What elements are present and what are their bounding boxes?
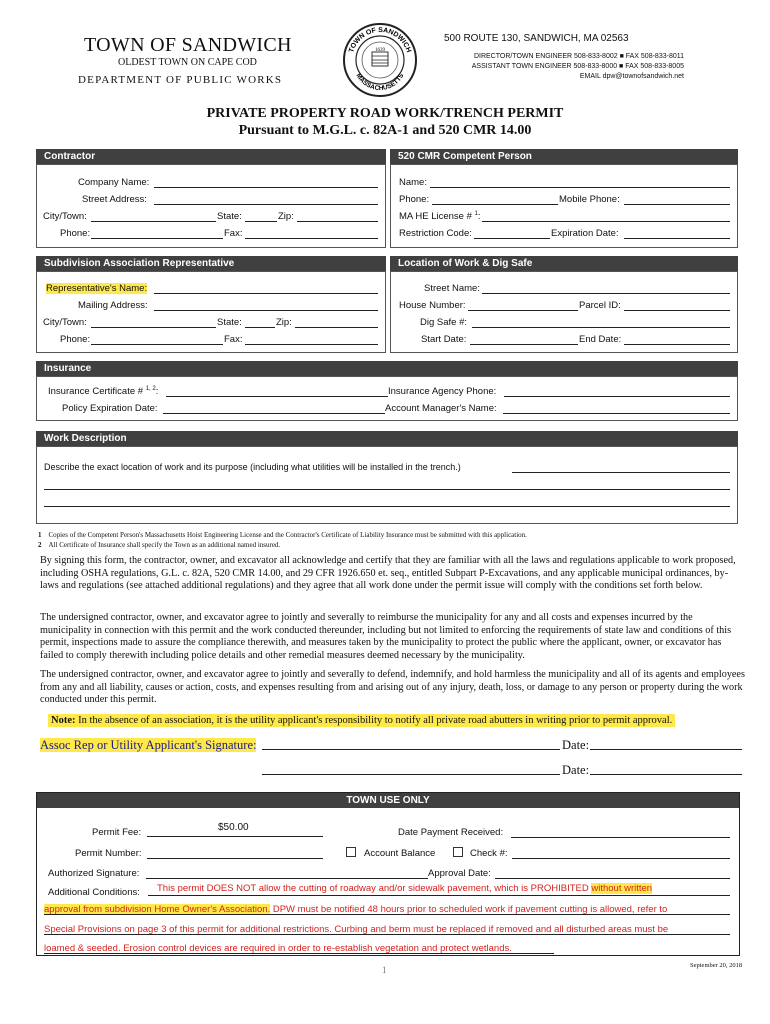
indemnify-paragraph: The undersigned contractor, owner, and excavator agree to jointly and severally to defend, indemnify, and hold harmless the municipality and all of its agents and employees from any and all liability, causes or action, costs, and expenses resulting from and arising out of any injury, death, loss, or damage to any person or property during the work conducted under this permit. [40, 669, 745, 706]
agency-phone-field[interactable] [504, 385, 730, 397]
seal-year: 1639 [375, 48, 385, 53]
city-town-label: City/Town: [43, 211, 87, 222]
sub-city-label: City/Town: [43, 317, 87, 328]
additional-conditions-label: Additional Conditions: [48, 887, 140, 898]
fax-label: Fax: [224, 228, 243, 239]
mailing-address-label: Mailing Address: [78, 300, 148, 311]
cp-license-label: MA HE License # $^1$: [399, 211, 481, 223]
revision-date: September 20, 2018 [690, 962, 743, 969]
conditions-underline-3 [44, 925, 730, 935]
cp-expiration-field[interactable] [624, 227, 730, 239]
location-heading: Location of Work & Dig Safe [390, 256, 738, 271]
sub-city-field[interactable] [91, 316, 216, 328]
end-date-field[interactable] [624, 333, 730, 345]
contact-email: EMAIL dpw@townofsandwich.net [579, 73, 684, 80]
signature-field[interactable] [262, 738, 560, 750]
contact-assistant: ASSISTANT TOWN ENGINEER 508-833-8000 ■ FAX 508-833-8005 [471, 63, 684, 70]
conditions-line-3: Special Provisions on page 3 of this permit for additional restrictions. Curbing and berm must be replaced if removed and all disturbed areas must be [44, 924, 669, 935]
competent-person-heading: 520 CMR Competent Person [390, 149, 738, 164]
signature-date-field-2[interactable] [590, 763, 742, 775]
contact-info [444, 52, 684, 82]
sub-fax-field[interactable] [245, 333, 378, 345]
permit-fee-value: $50.00 [218, 822, 249, 833]
authorized-signature-field[interactable] [146, 867, 428, 879]
contractor-heading: Contractor [36, 149, 386, 164]
start-date-label: Start Date: [421, 334, 467, 345]
town-name: TOWN OF SANDWICH [84, 34, 292, 56]
sub-zip-label: Zip: [276, 317, 292, 328]
city-town-field[interactable] [91, 210, 216, 222]
state-label: State: [217, 211, 242, 222]
parcel-id-label: Parcel ID: [579, 300, 621, 311]
town-seal-icon [342, 22, 418, 98]
department-name: DEPARTMENT OF PUBLIC WORKS [78, 74, 283, 86]
signature-date-label: Date: [562, 738, 590, 752]
approval-date-label: Approval Date: [428, 868, 491, 879]
town-use-heading: TOWN USE ONLY [37, 793, 739, 808]
phone-field[interactable] [91, 227, 223, 239]
agency-phone-label: Insurance Agency Phone: [388, 386, 497, 397]
insurance-box [36, 376, 738, 421]
office-address: 500 ROUTE 130, SANDWICH, MA 02563 [444, 33, 629, 44]
manager-name-label: Account Manager's Name: [385, 403, 497, 414]
dig-safe-field[interactable] [472, 316, 730, 328]
work-description-prompt: Describe the exact location of work and its purpose (including what utilities will be installed in the trench.) [44, 462, 461, 472]
state-field[interactable] [245, 210, 277, 222]
work-description-line-1[interactable] [512, 461, 730, 473]
note-banner: Note: In the absence of an association, it is the utility applicant's responsibility to notify all private road abutters in writing prior to permit approval. [48, 714, 675, 727]
policy-exp-field[interactable] [163, 402, 385, 414]
certification-paragraph: By signing this form, the contractor, owner, and excavator all acknowledge and certify that they are familiar with all the laws and regulations applicable to work proposed, including OSHA regulations, G.L. c. 82A, 520 CMR 14.00, and 29 CFR 1926.650 et. seq., entitled Subpart P-Excavations, and any applicable municipal ordinances, by-laws and regulations (see attached additional regulations) and they agree that all work done under the permit issue will comply with the conditions set forth below. [40, 555, 736, 592]
company-name-label: Company Name: [78, 177, 150, 188]
footnote-2: 2 All Certificate of Insurance shall specify the Town as an additional named insured. [38, 541, 281, 549]
start-date-field[interactable] [470, 333, 578, 345]
zip-field[interactable] [297, 210, 378, 222]
check-number-field[interactable] [512, 847, 730, 859]
house-number-field[interactable] [468, 299, 578, 311]
insurance-heading: Insurance [36, 361, 738, 376]
policy-exp-label: Policy Expiration Date: [62, 403, 158, 414]
house-number-label: House Number: [399, 300, 466, 311]
page-number: 1 [382, 965, 387, 975]
account-balance-checkbox[interactable] [346, 847, 356, 857]
manager-name-field[interactable] [503, 402, 730, 414]
svg-text:TOWN OF SANDWICH: TOWN OF SANDWICH [348, 26, 412, 54]
signature-field-2[interactable] [262, 763, 560, 775]
work-description-heading: Work Description [36, 431, 738, 446]
sub-phone-label: Phone: [60, 334, 91, 345]
end-date-label: End Date: [579, 334, 622, 345]
subdivision-heading: Subdivision Association Representative [36, 256, 386, 271]
phone-label: Phone: [60, 228, 91, 239]
work-description-line-3[interactable] [44, 495, 730, 507]
cp-expiration-label: Expiration Date: [551, 228, 619, 239]
permit-fee-label: Permit Fee: [92, 827, 142, 838]
insurance-cert-field[interactable] [166, 385, 388, 397]
sub-state-label: State: [217, 317, 242, 328]
cp-restriction-label: Restriction Code: [399, 228, 472, 239]
parcel-id-field[interactable] [624, 299, 730, 311]
footnote-1: 1 Copies of the Competent Person's Massachusetts Hoist Engineering License and the Contractor's Certificate of Liability Insurance must be submitted with this application. [38, 531, 527, 539]
fax-field[interactable] [245, 227, 378, 239]
cp-mobile-field[interactable] [624, 193, 730, 205]
company-name-field[interactable] [154, 176, 378, 188]
cp-restriction-field[interactable] [474, 227, 550, 239]
cp-mobile-label: Mobile Phone: [559, 194, 620, 205]
check-number-label: Check #: [470, 848, 508, 859]
rep-name-label: Representative's Name: [46, 283, 148, 294]
account-balance-label: Account Balance [364, 848, 436, 859]
svg-text:MASSACHUSETTS: MASSACHUSETTS [354, 72, 406, 93]
reimbursement-paragraph: The undersigned contractor, owner, and excavator agree to jointly and severally to reimburse the municipality for any and all costs and expenses incurred by the municipality in connection with this permit and the work conducted thereunder, including but not limited to enforcing the requirements of state law and conditions of this permit, inspections made to assure the compliance therewith, and measures taken by the municipality to protect the public where the applicant, owner, or excavator has failed to comply therewith including police details and other remedial measures deemed necessary by the municipality. [40, 612, 732, 661]
sub-phone-field[interactable] [91, 333, 223, 345]
contact-director: DIRECTOR/TOWN ENGINEER 508-833-8002 ■ FAX 508-833-8011 [473, 53, 684, 60]
street-name-field[interactable] [482, 282, 730, 294]
zip-label: Zip: [278, 211, 294, 222]
signature-date-label-2: Date: [562, 763, 590, 777]
work-description-line-2[interactable] [44, 478, 730, 490]
sub-state-field[interactable] [245, 316, 275, 328]
mailing-address-field[interactable] [154, 299, 378, 311]
date-payment-field[interactable] [511, 826, 730, 838]
page-title: PRIVATE PROPERTY ROAD WORK/TRENCH PERMIT [206, 106, 564, 121]
insurance-cert-label: Insurance Certificate # $^{1, 2}$: [48, 386, 159, 398]
authorized-signature-label: Authorized Signature: [48, 868, 140, 879]
street-name-label: Street Name: [424, 283, 480, 294]
permit-number-label: Permit Number: [75, 848, 142, 859]
conditions-underline-4 [44, 944, 554, 954]
cp-phone-label: Phone: [399, 194, 430, 205]
approval-date-field[interactable] [495, 867, 730, 879]
permit-number-field[interactable] [147, 847, 323, 859]
sub-fax-label: Fax: [224, 334, 243, 345]
cp-name-label: Name: [399, 177, 427, 188]
conditions-line-2: approval from subdivision Home Owner's Association. DPW must be notified 48 hours prior to scheduled work if pavement cutting is allowed, refer to [44, 904, 668, 915]
conditions-underline-2 [44, 905, 730, 915]
conditions-line-4: loamed & seeded. Erosion control devices are required in order to re-establish vegetation and protect wetlands. [44, 943, 512, 954]
dig-safe-label: Dig Safe #: [420, 317, 467, 328]
conditions-line-1: This permit DOES NOT allow the cutting of roadway and/or sidewalk pavement, which is PROHIBITED without written [157, 883, 653, 894]
sub-zip-field[interactable] [295, 316, 378, 328]
check-checkbox[interactable] [453, 847, 463, 857]
conditions-underline-1 [148, 886, 730, 896]
cp-license-field[interactable] [482, 210, 730, 222]
rep-name-field[interactable] [154, 282, 378, 294]
town-tagline: OLDEST TOWN ON CAPE COD [118, 57, 257, 68]
page-subtitle: Pursuant to M.G.L. c. 82A-1 and 520 CMR 14.00 [238, 123, 532, 138]
cp-name-field[interactable] [430, 176, 730, 188]
signature-label: Assoc Rep or Utility Applicant's Signature: [40, 738, 257, 752]
street-address-field[interactable] [154, 193, 378, 205]
date-payment-label: Date Payment Received: [398, 827, 504, 838]
street-address-label: Street Address: [82, 194, 147, 205]
cp-phone-field[interactable] [432, 193, 558, 205]
signature-date-field[interactable] [590, 738, 742, 750]
